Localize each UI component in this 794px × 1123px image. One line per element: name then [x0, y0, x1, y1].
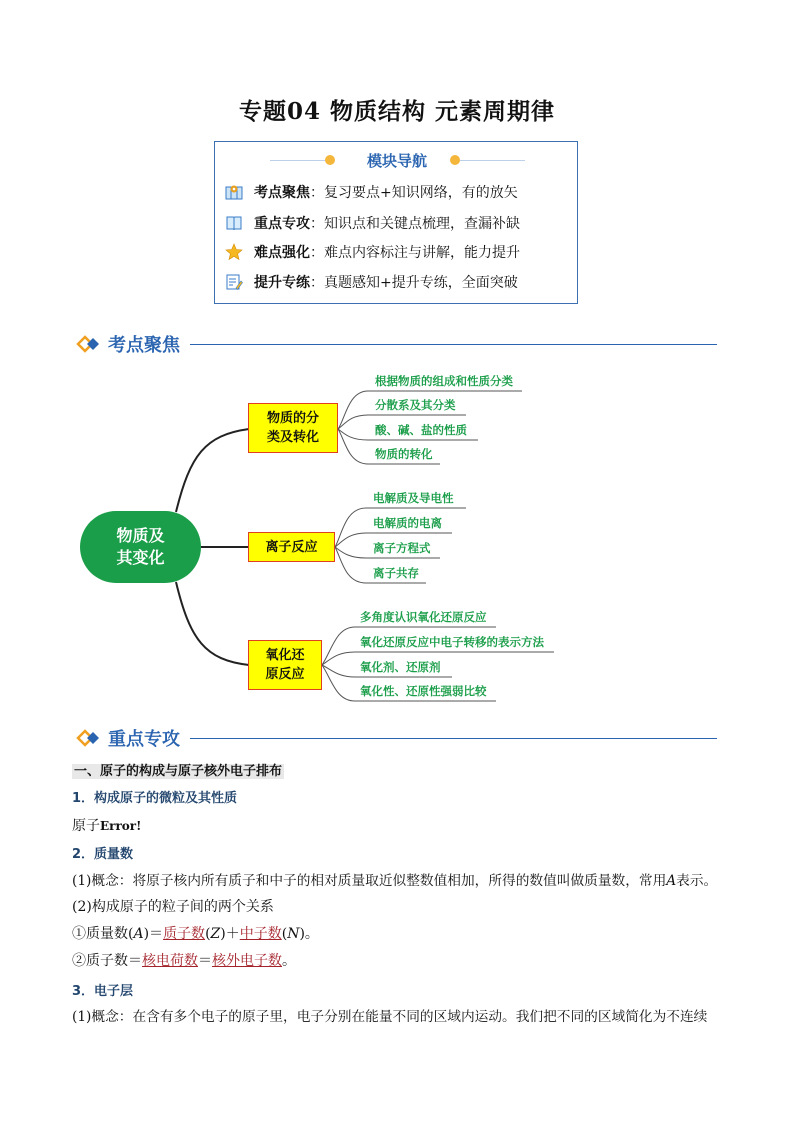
root-label-line: 物质及 [116, 526, 165, 545]
double-diamond-icon [76, 335, 102, 353]
rel-text: ( [281, 926, 288, 942]
atom-prefix: 原子 [72, 818, 100, 834]
variable: A [133, 926, 144, 942]
nav-item-desc: ：知识点和关键点梳理，查漏补缺 [310, 216, 520, 232]
star-icon [225, 243, 243, 261]
paragraph-relations: (2)构成原子的粒子间的两个关系 [72, 899, 274, 915]
paragraph-text: 表示。 [676, 873, 718, 889]
answer-nuclear-charge: 核电荷数 [142, 953, 198, 969]
nav-item-desc: ：复习要点+知识网络，有的放矢 [310, 185, 518, 201]
map-icon [225, 183, 243, 201]
mindmap-root [80, 511, 201, 583]
mindmap-branch-classification [248, 403, 338, 453]
nav-item-key: 提升专练 [254, 275, 310, 291]
atom-line [72, 815, 141, 835]
dot-icon [450, 155, 460, 165]
mindmap-leaf: 酸、碱、盐的性质 [375, 423, 467, 437]
nav-item-desc: ：难点内容标注与讲解，能力提升 [310, 245, 520, 261]
mindmap-leaf: 电解质的电离 [373, 516, 442, 530]
branch-label-line: 物质的分 [266, 411, 319, 426]
branch-label-line: 类及转化 [266, 430, 319, 445]
nav-item [225, 242, 520, 262]
nav-divider-right [460, 160, 525, 161]
connector-line [176, 429, 249, 512]
answer-neutron-number: 中子数 [239, 926, 282, 942]
nav-item-key: 难点强化 [254, 245, 310, 261]
answer-proton-number: 质子数 [163, 926, 206, 942]
nav-item [225, 182, 518, 202]
mindmap-leaf: 离子共存 [373, 566, 419, 580]
mindmap-leaf: 氧化性、还原性强弱比较 [360, 684, 487, 698]
variable: A [666, 873, 677, 889]
nav-item-key: 重点专攻 [254, 216, 310, 232]
mindmap-leaf: 离子方程式 [373, 541, 431, 555]
rel-text: ①质量数( [72, 926, 134, 942]
subheading-mass-number: 2．质量数 [72, 847, 134, 862]
rel-text: )＋ [220, 926, 240, 942]
rel-text: )＝ [143, 926, 164, 942]
paragraph-concept-mass [72, 869, 717, 889]
subheading-particles: 1．构成原子的微粒及其性质 [72, 791, 238, 806]
mindmap-leaf: 多角度认识氧化还原反应 [360, 610, 487, 624]
nav-item [225, 213, 520, 233]
root-label-line: 其变化 [116, 548, 165, 567]
error-text: Error! [100, 819, 142, 833]
variable: N [287, 926, 300, 942]
connector-line [176, 582, 249, 665]
paragraph-concept-shell: (1)概念：在含有多个电子的原子里，电子分别在能量不同的区域内运动。我们把不同的区域简化为不连续 [72, 1009, 708, 1025]
branch-label-line: 原反应 [265, 667, 305, 682]
page-title: 专题04 物质结构 元素周期律 [238, 98, 556, 125]
relation-one [72, 923, 319, 943]
mindmap-branch-ionic-reaction [248, 532, 335, 562]
pencil-note-icon [225, 273, 243, 291]
module-navigation-box [214, 141, 578, 304]
double-diamond-icon [76, 729, 102, 747]
rel-text: ②质子数＝ [72, 953, 142, 969]
mindmap-leaf: 氧化剂、还原剂 [360, 660, 441, 674]
mindmap-leaf: 电解质及导电性 [373, 491, 454, 505]
section-header-key [76, 725, 717, 751]
rel-text: )。 [299, 926, 319, 942]
nav-item-desc: ：真题感知+提升专练，全面突破 [310, 275, 518, 291]
nav-item [225, 272, 518, 292]
mindmap-leaf: 物质的转化 [375, 447, 433, 461]
section-title: 重点专攻 [108, 729, 180, 750]
section-divider [190, 344, 717, 345]
heading-atom-structure [72, 760, 284, 779]
nav-item-key: 考点聚焦 [254, 185, 310, 201]
branch-label: 离子反应 [265, 539, 318, 555]
branch-label-line: 氧化还 [265, 648, 305, 663]
nav-header [215, 150, 579, 170]
rel-text: ＝ [198, 953, 212, 969]
subheading-electron-shell: 3．电子层 [72, 984, 134, 999]
section-title: 考点聚焦 [108, 335, 180, 356]
section-header-focus [76, 331, 717, 357]
mindmap-leaf: 根据物质的组成和性质分类 [375, 374, 513, 388]
nav-title: 模块导航 [366, 152, 427, 170]
answer-electron-number: 核外电子数 [212, 953, 282, 969]
relation-two [72, 950, 296, 970]
mindmap-branch-redox [248, 640, 322, 690]
rel-text: 。 [282, 953, 296, 969]
mindmap-leaf: 分散系及其分类 [375, 398, 456, 412]
section-divider [190, 738, 717, 739]
paragraph-text: (1)概念：将原子核内所有质子和中子的相对质量取近似整数值相加，所得的数值叫做质量数，常用 [72, 873, 667, 889]
rel-text: ( [205, 926, 211, 942]
mindmap-leaf: 氧化还原反应中电子转移的表示方法 [360, 635, 544, 649]
variable: Z [210, 926, 221, 942]
heading-text: 一、原子的构成与原子核外电子排布 [74, 764, 283, 779]
book-icon [225, 214, 243, 232]
